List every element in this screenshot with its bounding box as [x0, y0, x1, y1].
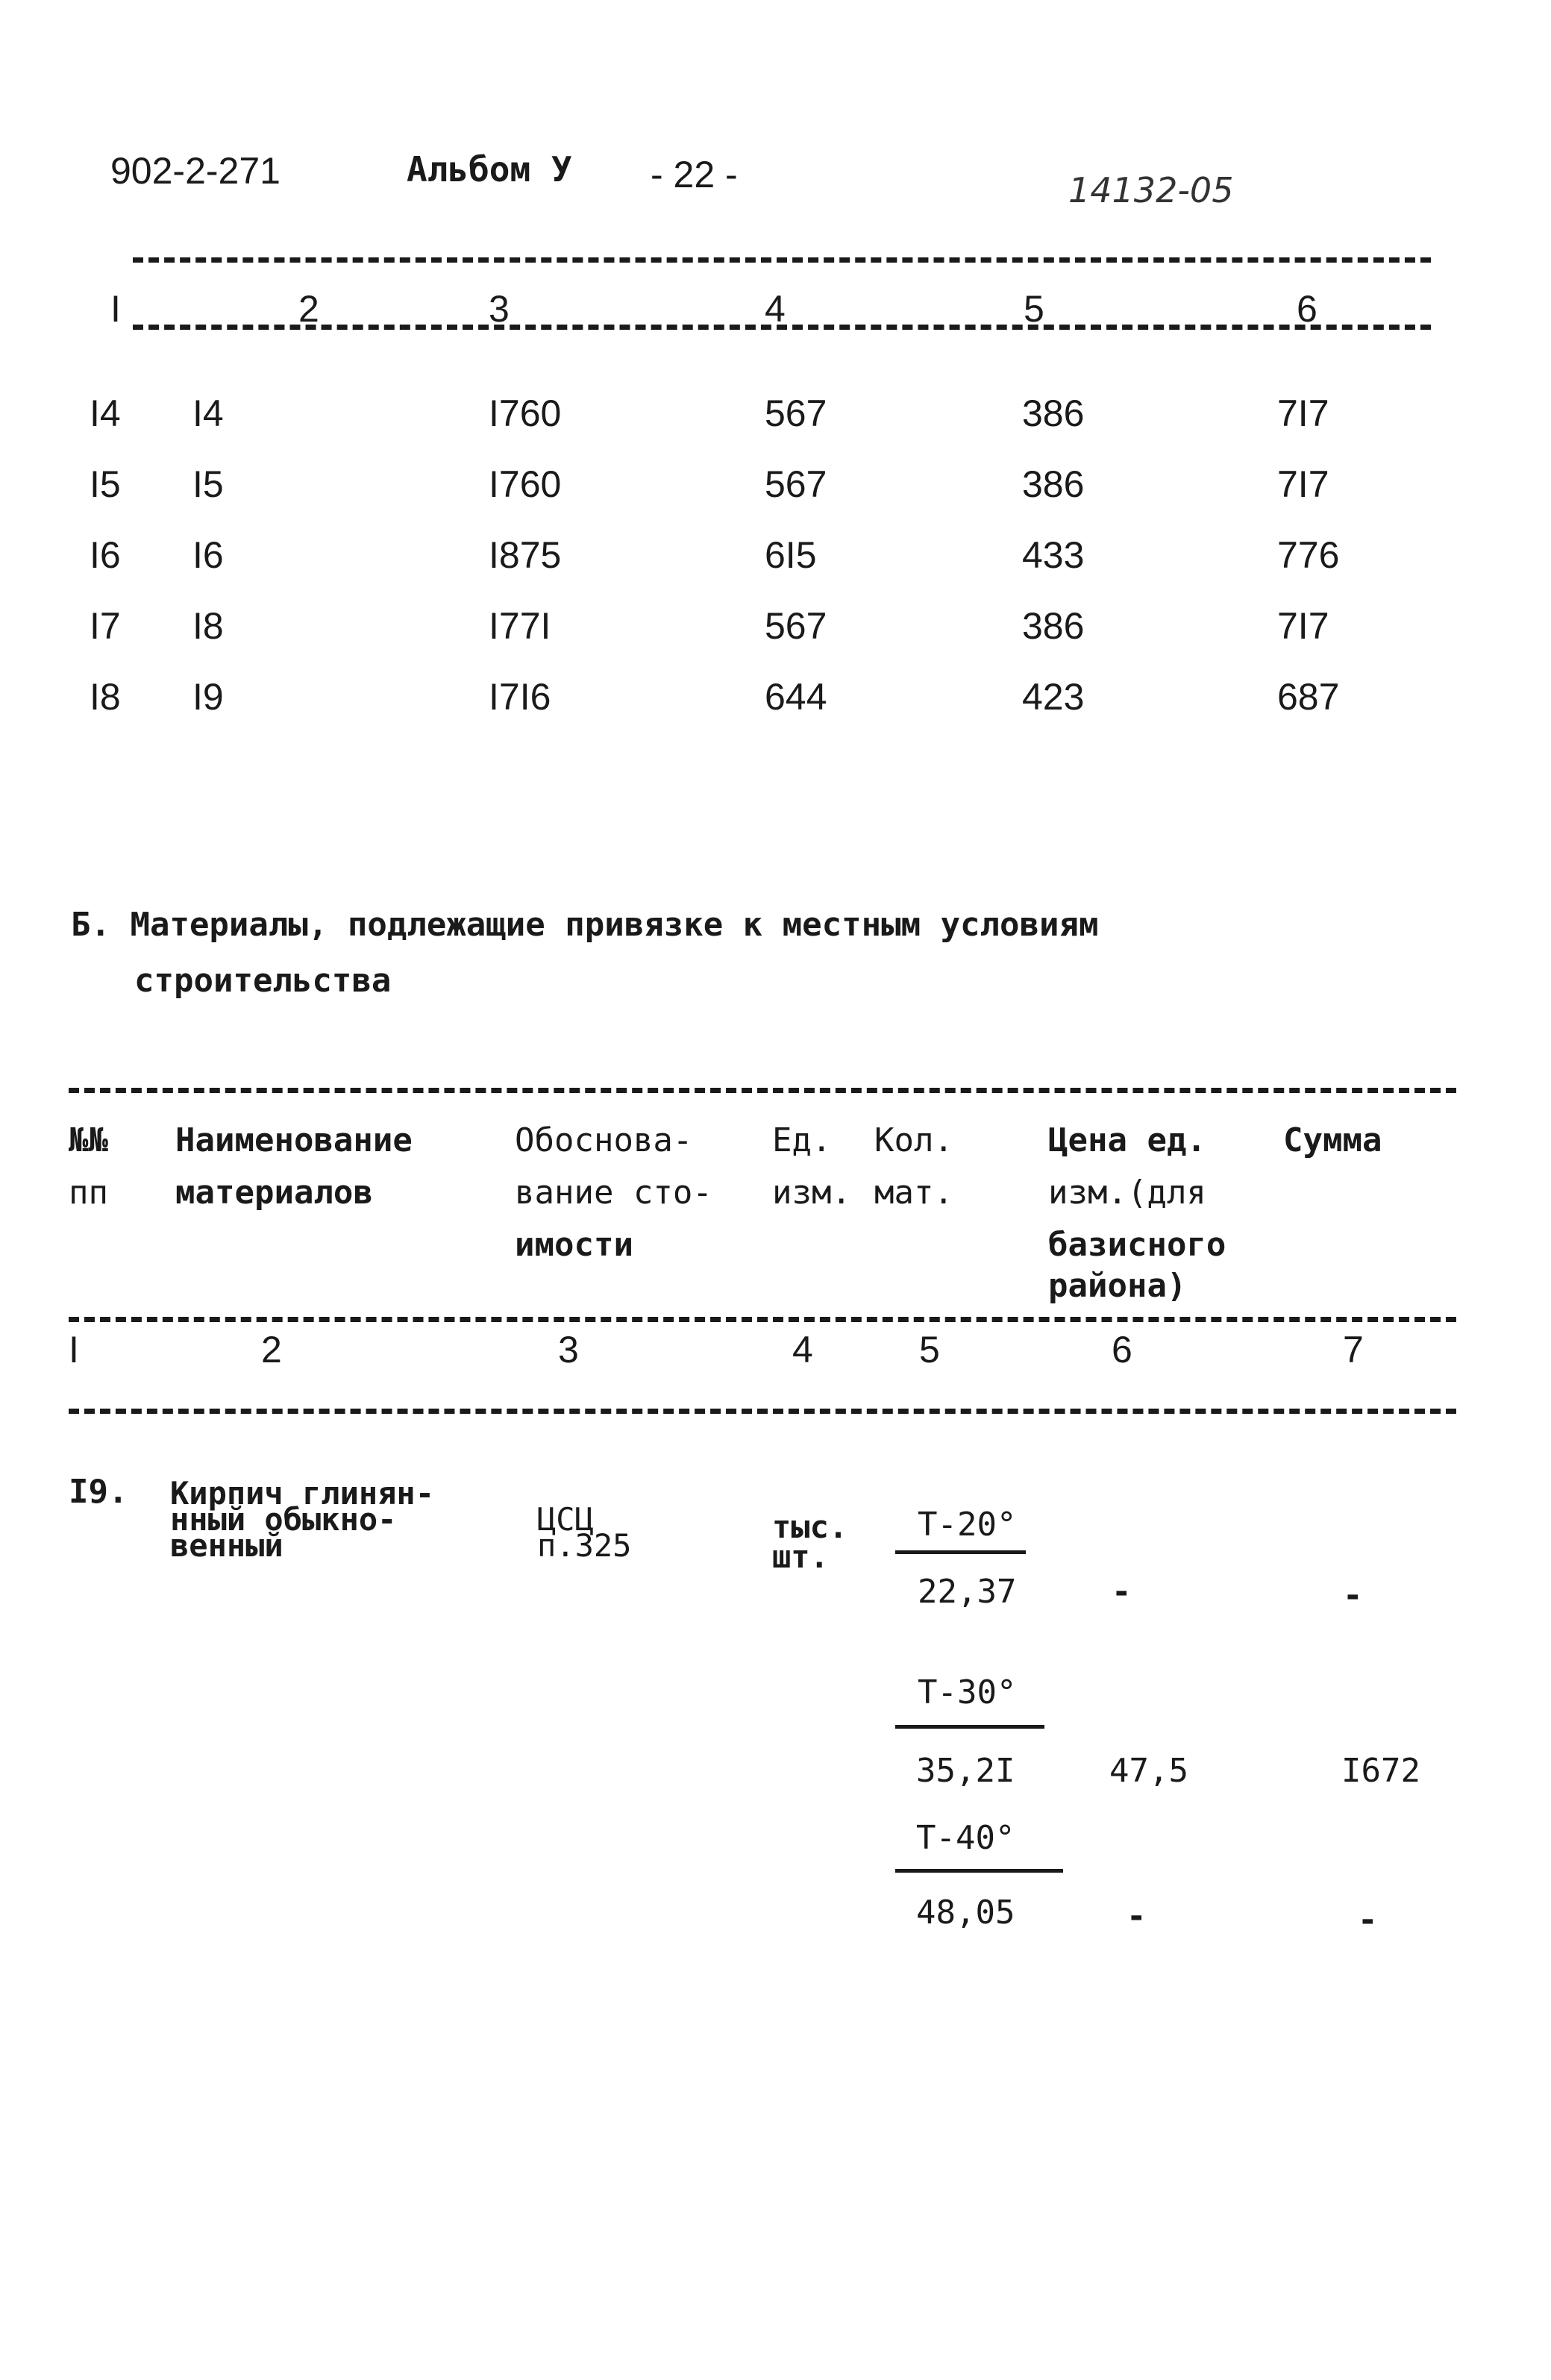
t2-col-2: 2 [261, 1329, 282, 1371]
t1-r2-c3: I760 [489, 463, 562, 505]
t1-col-3: 3 [489, 288, 510, 330]
t2-h1-line1: №№ [69, 1121, 108, 1159]
t2-h6-line2: изм.(для [1048, 1174, 1206, 1212]
t1-r3-c4: 6I5 [765, 534, 817, 576]
t2-col-5: 5 [919, 1329, 940, 1371]
t2-name-line3: венный [170, 1527, 283, 1564]
t2-h7-line1: Сумма [1283, 1121, 1382, 1159]
t2-h5-line1: Кол. [874, 1121, 953, 1159]
handwritten-stamp: 14132-05 [1068, 170, 1234, 210]
t1-r4-c5: 386 [1022, 605, 1085, 647]
table2-top-rule [69, 1088, 1456, 1093]
album-label: Альбом У [407, 149, 572, 190]
t2-variant1-qty: 22,37 [918, 1573, 1017, 1611]
t1-col-2: 2 [298, 288, 319, 330]
t2-variant1-price: - [1112, 1573, 1132, 1611]
t1-r1-c6: 7I7 [1277, 392, 1329, 434]
t2-col-7: 7 [1343, 1329, 1364, 1371]
t2-h2-line1: Наименование [175, 1121, 413, 1159]
t2-h3-line3: имости [515, 1226, 633, 1264]
doc-code: 902-2-271 [110, 150, 281, 192]
t2-variant1-label: Т-20° [918, 1506, 1017, 1544]
page-number: - 22 - [651, 154, 738, 195]
t1-r5-c2: I9 [192, 676, 224, 718]
t2-col-4: 4 [792, 1329, 813, 1371]
t1-r3-c3: I875 [489, 534, 562, 576]
t1-r2-c1: I5 [90, 463, 121, 505]
t1-r3-c2: I6 [192, 534, 224, 576]
t1-r1-c3: I760 [489, 392, 562, 434]
t2-variant1-sum: - [1343, 1576, 1363, 1615]
t2-variant2-qty: 35,2I [916, 1752, 1015, 1790]
t1-r4-c6: 7I7 [1277, 605, 1329, 647]
t1-r2-c5: 386 [1022, 463, 1085, 505]
t2-variant3-fraction-line [895, 1869, 1063, 1873]
t2-h6-line1: Цена ед. [1048, 1121, 1206, 1159]
t1-col-5: 5 [1024, 288, 1044, 330]
t1-r1-c5: 386 [1022, 392, 1085, 434]
t2-name-line1: Кирпич глинян- [170, 1475, 435, 1512]
t1-r5-c6: 687 [1277, 676, 1340, 718]
t2-h3-line2: вание сто- [515, 1174, 712, 1212]
table2-numbers-rule [69, 1409, 1456, 1414]
section-b-title-line1: Б. Материалы, подлежащие привязке к местным условиям [71, 906, 1099, 944]
t2-variant2-sum: I672 [1341, 1752, 1420, 1790]
t2-h3-line1: Обоснова- [515, 1121, 693, 1159]
t2-variant3-label: Т-40° [916, 1819, 1015, 1857]
t2-col-1: I [69, 1329, 79, 1371]
t1-r4-c1: I7 [90, 605, 121, 647]
t1-r1-c2: I4 [192, 392, 224, 434]
t2-variant1-fraction-line [895, 1550, 1026, 1554]
t2-col-6: 6 [1112, 1329, 1132, 1371]
t2-h1-line2: пп [69, 1174, 108, 1212]
t2-variant3-price: - [1127, 1897, 1147, 1935]
t1-r5-c1: I8 [90, 676, 121, 718]
t2-h5-line2: мат. [874, 1174, 953, 1212]
t1-r2-c6: 7I7 [1277, 463, 1329, 505]
t1-r5-c4: 644 [765, 676, 827, 718]
table2-header-rule [69, 1317, 1456, 1322]
t1-r3-c5: 433 [1022, 534, 1085, 576]
t1-r3-c6: 776 [1277, 534, 1340, 576]
t1-r5-c5: 423 [1022, 676, 1085, 718]
t1-r4-c3: I77I [489, 605, 551, 647]
t2-h6-line4: района) [1048, 1267, 1187, 1305]
t1-r4-c2: I8 [192, 605, 224, 647]
t2-col-3: 3 [558, 1329, 579, 1371]
t1-r1-c1: I4 [90, 392, 121, 434]
t2-unit-line2: шт. [772, 1538, 829, 1575]
t1-r1-c4: 567 [765, 392, 827, 434]
t1-col-1: I [110, 288, 121, 330]
t1-col-4: 4 [765, 288, 786, 330]
t1-r4-c4: 567 [765, 605, 827, 647]
t1-r2-c4: 567 [765, 463, 827, 505]
t2-row-number: I9. [69, 1473, 128, 1511]
section-b-title-line2: строительства [134, 962, 392, 1000]
t2-basis-line2: п.325 [537, 1527, 632, 1564]
t2-variant3-qty: 48,05 [916, 1894, 1015, 1932]
t2-variant2-fraction-line [895, 1725, 1044, 1729]
t2-h4-line2: изм. [772, 1174, 851, 1212]
t2-unit-line1: тыс. [772, 1509, 848, 1545]
t2-variant2-label: Т-30° [918, 1673, 1017, 1712]
t2-h4-line1: Ед. [772, 1121, 832, 1159]
t1-col-6: 6 [1297, 288, 1317, 330]
t2-h6-line3: базисного [1048, 1226, 1226, 1264]
t2-h2-line2: материалов [175, 1174, 373, 1212]
t1-r2-c2: I5 [192, 463, 224, 505]
t1-r3-c1: I6 [90, 534, 121, 576]
t2-name-line2: нный обыкно- [170, 1501, 397, 1538]
t2-basis-line1: ЦСЦ [537, 1501, 594, 1538]
t2-variant3-sum: - [1358, 1901, 1378, 1939]
table1-top-rule [133, 257, 1431, 263]
t1-r5-c3: I7I6 [489, 676, 551, 718]
t2-variant2-price: 47,5 [1109, 1752, 1188, 1790]
